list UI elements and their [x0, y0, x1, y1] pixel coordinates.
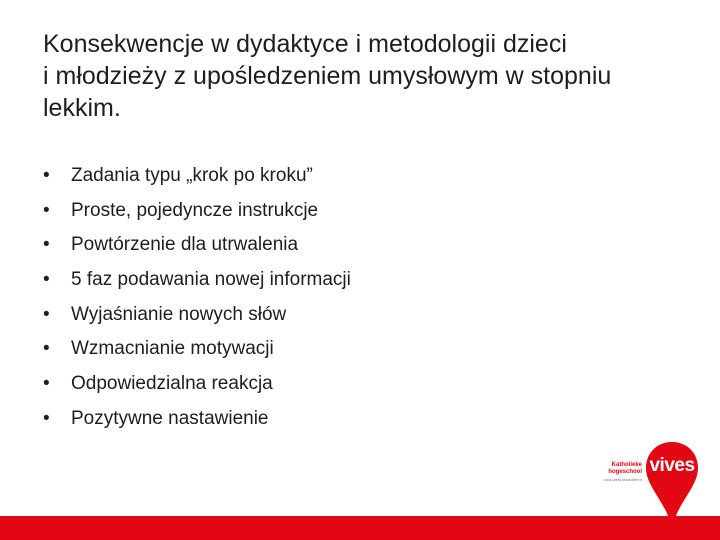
bullet-dot: •: [43, 338, 50, 360]
footer-bar: [0, 516, 720, 540]
bullet-text: Odpowiedzialna reakcja: [71, 373, 273, 395]
title-line-1: Konsekwencje w dydaktyce i metodologii dzieci: [43, 30, 567, 58]
bullet-item: [43, 265, 351, 300]
bullet-dot: •: [43, 269, 50, 291]
bullet-text: Wzmacnianie motywacji: [71, 338, 274, 360]
brand-wordmark: vives: [649, 455, 695, 476]
slide-title: [43, 28, 683, 124]
bullet-item: [43, 196, 351, 231]
bullet-text: Zadania typu „krok po kroku”: [71, 165, 313, 186]
title-line-3: lekkim.: [43, 94, 121, 122]
bullet-dot: •: [43, 165, 50, 186]
bullet-dot: •: [43, 407, 50, 429]
bullet-text: Wyjaśnianie nowych słów: [71, 303, 287, 325]
bullet-text: Proste, pojedyncze instrukcje: [71, 199, 319, 221]
bullet-item: [43, 369, 351, 404]
bullet-dot: •: [43, 373, 50, 395]
bullet-item: [43, 334, 351, 369]
bullet-list: [43, 161, 351, 439]
bullet-item: [43, 161, 351, 196]
school-name: [580, 462, 642, 483]
bullet-text: Powtórzenie dla utrwalenia: [71, 234, 299, 256]
school-sub-text: zuid-west-vlaanderen: [603, 477, 642, 482]
bullet-text: Pozytywne nastawienie: [71, 407, 269, 429]
bullet-dot: •: [43, 234, 50, 256]
bullet-item: [43, 230, 351, 265]
bullet-text: 5 faz podawania nowej informacji: [71, 269, 351, 291]
bullet-item: [43, 300, 351, 335]
bullet-dot: •: [43, 199, 50, 221]
title-line-2: i młodzieży z upośledzeniem umysłowym w stopniu: [43, 62, 612, 90]
bullet-item: [43, 404, 351, 439]
bullet-dot: •: [43, 303, 50, 325]
school-name-text: Katholieke hogeschool: [608, 462, 642, 475]
